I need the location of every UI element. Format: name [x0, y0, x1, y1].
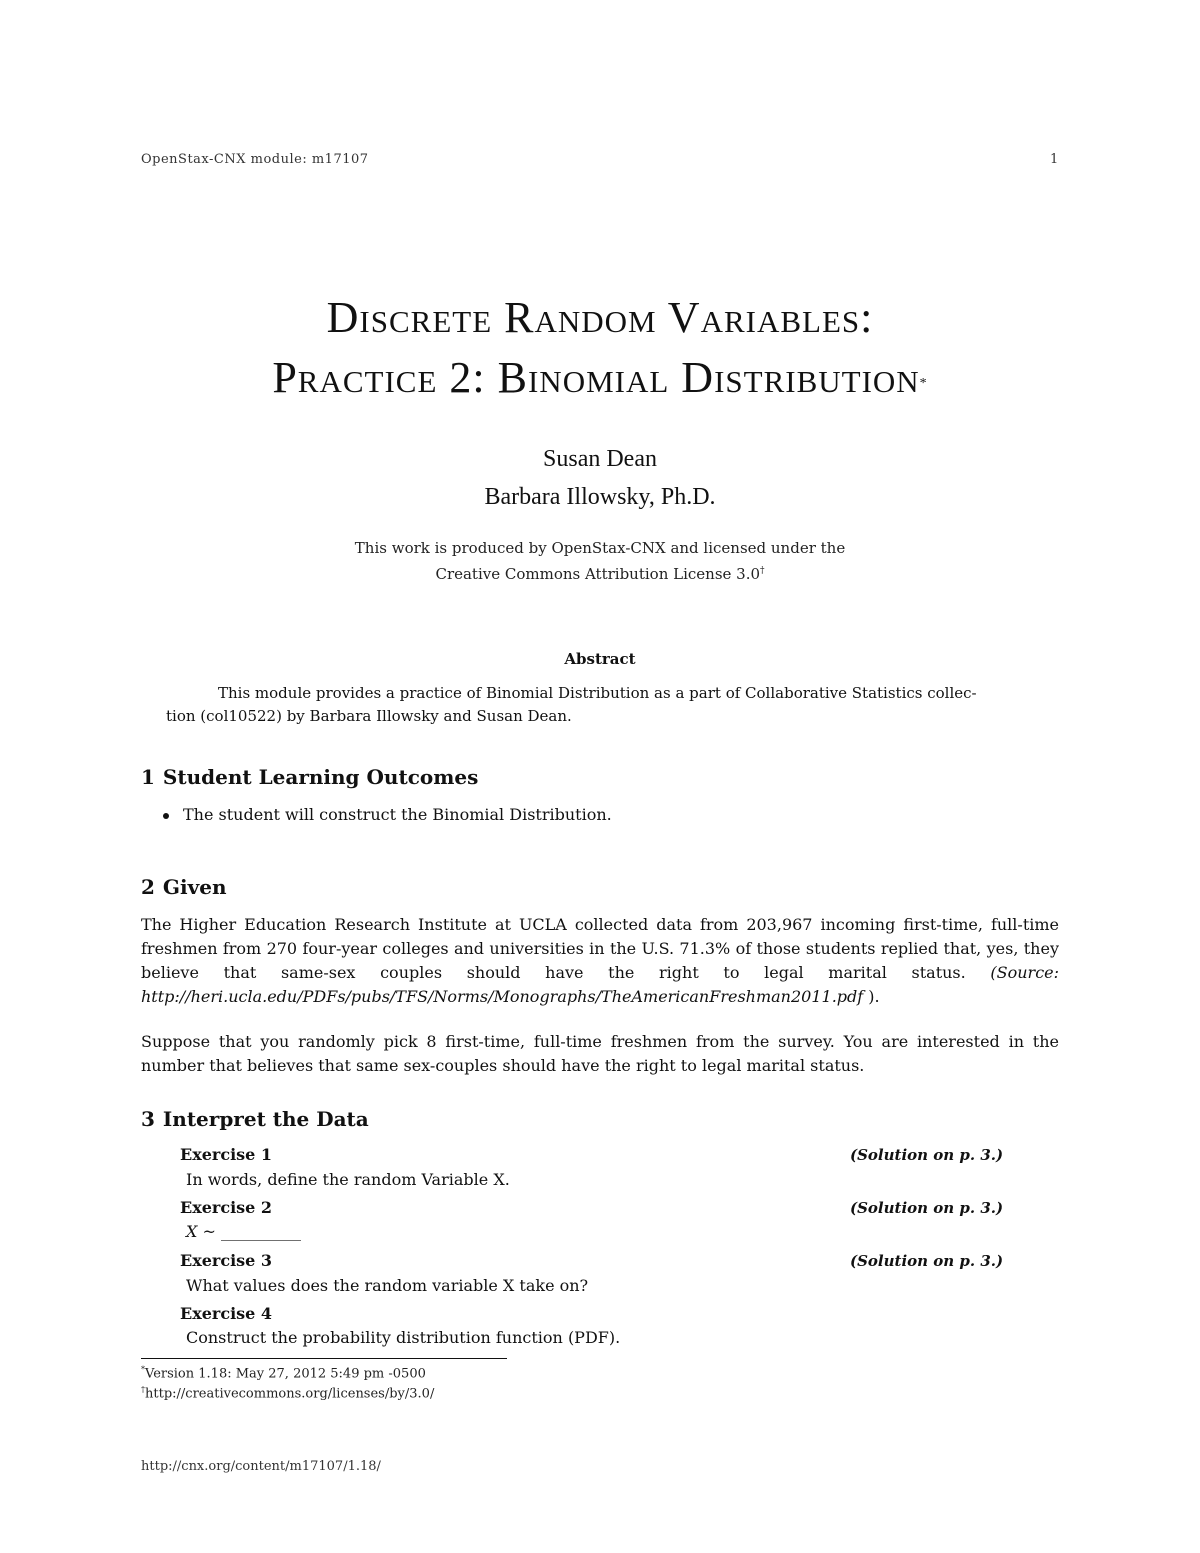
abstract-heading: Abstract — [564, 650, 636, 668]
license-line-1: This work is produced by OpenStax-CNX and licensed under the — [354, 539, 846, 557]
title-line-2: Practice 2: Binomial Distribution* — [272, 353, 928, 402]
footnote-1: *Version 1.18: May 27, 2012 5:49 pm -0500 — [141, 1365, 426, 1382]
exercise-3-text: What values does the random variable X take on? — [186, 1276, 589, 1295]
given-paragraph: The Higher Education Research Institute at UCLA collected data from 203,967 incoming first-time, full-time freshmen from 270 four-year colleges and universities in the U.S. 71.3% of those students replied that, yes, they believe that same-sex couples should have the right to legal marital status. (Source: http://heri.ucla.edu/PDFs/pubs/TFS/Norms/Monographs/TheAmericanFreshman2011.pdf ). — [141, 915, 1060, 1006]
exercise-4-text: Construct the probability distribution function (PDF). — [186, 1328, 621, 1347]
section-2-heading: 2 Given — [141, 875, 227, 899]
license-footnote-mark: † — [760, 566, 765, 576]
exercise-3-solution-link[interactable]: (Solution on p. 3.) — [850, 1252, 1004, 1270]
exercise-1-solution-link[interactable]: (Solution on p. 3.) — [850, 1146, 1004, 1164]
license-url-link[interactable]: http://creativecommons.org/licenses/by/3.0/ — [145, 1386, 435, 1402]
section-1-heading: 1 Student Learning Outcomes — [141, 765, 479, 789]
exercise-1-label: Exercise 1 — [180, 1145, 273, 1164]
title-line-1: Discrete Random Variables: — [326, 293, 874, 342]
source-label: (Source: — [990, 963, 1060, 982]
footnote-2: †http://creativecommons.org/licenses/by/3.0/ — [141, 1385, 435, 1402]
author-1: Susan Dean — [543, 446, 657, 472]
section-3-heading: 3 Interpret the Data — [141, 1107, 369, 1131]
bullet-icon — [163, 813, 169, 819]
source-link[interactable]: http://heri.ucla.edu/PDFs/pubs/TFS/Norms/Monographs/TheAmericanFreshman2011.pdf — [141, 987, 864, 1006]
running-header-module: OpenStax-CNX module: m17107 — [141, 152, 369, 167]
exercise-2-text: X ~ __________ — [186, 1222, 301, 1241]
license-line-2: Creative Commons Attribution License 3.0† — [435, 565, 765, 583]
exercise-3-label: Exercise 3 — [180, 1251, 273, 1270]
exercise-2-solution-link[interactable]: (Solution on p. 3.) — [850, 1199, 1004, 1217]
footer-url[interactable]: http://cnx.org/content/m17107/1.18/ — [141, 1459, 381, 1474]
list-item: The student will construct the Binomial Distribution. — [163, 805, 612, 824]
exercise-2-label: Exercise 2 — [180, 1198, 273, 1217]
title-footnote-mark: * — [919, 376, 928, 391]
exercise-1-text: In words, define the random Variable X. — [186, 1170, 510, 1189]
exercise-4-label: Exercise 4 — [180, 1304, 273, 1323]
suppose-paragraph: Suppose that you randomly pick 8 first-time, full-time freshmen from the survey. You are interested in the number that believes that same sex-couples should have the right to legal marital status. — [141, 1032, 1059, 1075]
abstract-text: This module provides a practice of Binomial Distribution as a part of Collaborative Statistics collec- tion (col10522) by Barbara Illowsky and Susan Dean. — [166, 684, 977, 725]
page-number: 1 — [1050, 152, 1059, 167]
author-2: Barbara Illowsky, Ph.D. — [484, 484, 716, 510]
footnote-rule — [141, 1358, 507, 1359]
